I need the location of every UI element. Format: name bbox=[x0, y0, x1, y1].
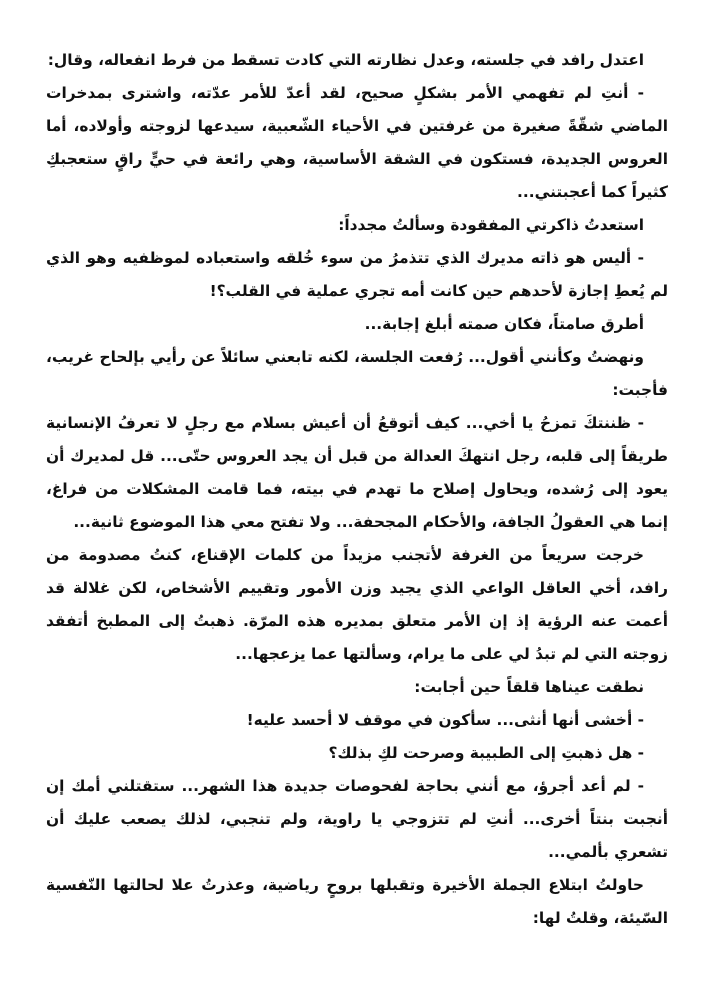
paragraph-6: ونهضتُ وكأنني أقول... رُفعت الجلسة، لكنه تابعني سائلاً عن رأيي بإلحاح غريب، فأجبت: bbox=[46, 348, 668, 399]
paragraph-9: نطقت عيناها قلقاً حين أجابت: bbox=[414, 678, 644, 696]
paragraph-4: - أليس هو ذاته مديرك الذي تتذمرُ من سوء خُلقه واستعباده لموظفيه وهو الذي لم يُعطِ إجازة لأحدهم حين كانت أمه تجري عملية في القلب؟! bbox=[46, 249, 668, 300]
paragraph-12: - لم أعد أجرؤ، مع أنني بحاجة لفحوصات جديدة هذا الشهر... ستقتلني أمك إن أنجبت بنتاً أخرى... أنتِ لم تتزوجي يا راوية، ولم تنجبي، لذلك يصعب عليك أن تشعري بألمي... bbox=[46, 777, 668, 861]
paragraph-2: - أنتِ لم تفهمي الأمر بشكلٍ صحيح، لقد أعدّ للأمر عدّته، واشترى بمدخرات الماضي شقّةً صغيرة من غرفتين في الأحياء الشّعبية، سيدعها لزوجته وأولاده، أما العروس الجديدة، فستكون في الشقة الأساسية، وهي رائعة في حيٍّ راقٍ ستعجبكِ كثيراً كما أعجبتني... bbox=[46, 84, 668, 201]
paragraph-11: - هل ذهبتِ إلى الطبيبة وصرحت لكِ بذلك؟ bbox=[328, 744, 644, 762]
paragraph-1: اعتدل رافد في جلسته، وعدل نظارته التي كادت تسقط من فرط انفعاله، وقال: bbox=[47, 51, 644, 69]
paragraph-8: خرجت سريعاً من الغرفة لأتجنب مزيداً من كلمات الإقناع، كنتُ مصدومة من رافد، أخي العاقل الواعي الذي يجيد وزن الأمور وتقييم الأشخاص، لكن غلالة قد أعمت عنه الرؤية إذ إن الأمر متعلق بمديره هذه المرّة. ذهبتُ إلى المطبخ أتفقد زوجته التي لم تبدُ لي على ما يرام، وسألتها عما يزعجها... bbox=[46, 546, 668, 663]
paragraph-10: - أخشى أنها أنثى... سأكون في موقف لا أحسد عليه! bbox=[246, 711, 644, 729]
paragraph-3: استعدتُ ذاكرتي المفقودة وسألتُ مجدداً: bbox=[338, 216, 644, 234]
paragraph-5: أطرق صامتاً، فكان صمته أبلغ إجابة... bbox=[364, 315, 644, 333]
paragraph-13: حاولتُ ابتلاع الجملة الأخيرة وتقبلها بروحٍ رياضية، وعذرتُ علا لحالتها النّفسية السّيئة، وقلتُ لها: bbox=[46, 876, 668, 927]
paragraph-7: - ظننتكَ تمزحُ يا أخي... كيف أتوقعُ أن أعيش بسلام مع رجلٍ لا تعرفُ الإنسانية طريقاً إلى قلبه، رجل انتهكَ العدالة من قبل أن يجد العروس حتّى... قل لمديرك أن يعود إلى رُشده، ويحاول إصلاح ما تهدم في بيته، فما قامت المشكلات من فراغ، إنما هي العقولُ الجافة، والأحكام المجحفة... ولا تفتح معي هذا الموضوع ثانية... bbox=[46, 414, 668, 531]
document-page bbox=[46, 44, 668, 935]
